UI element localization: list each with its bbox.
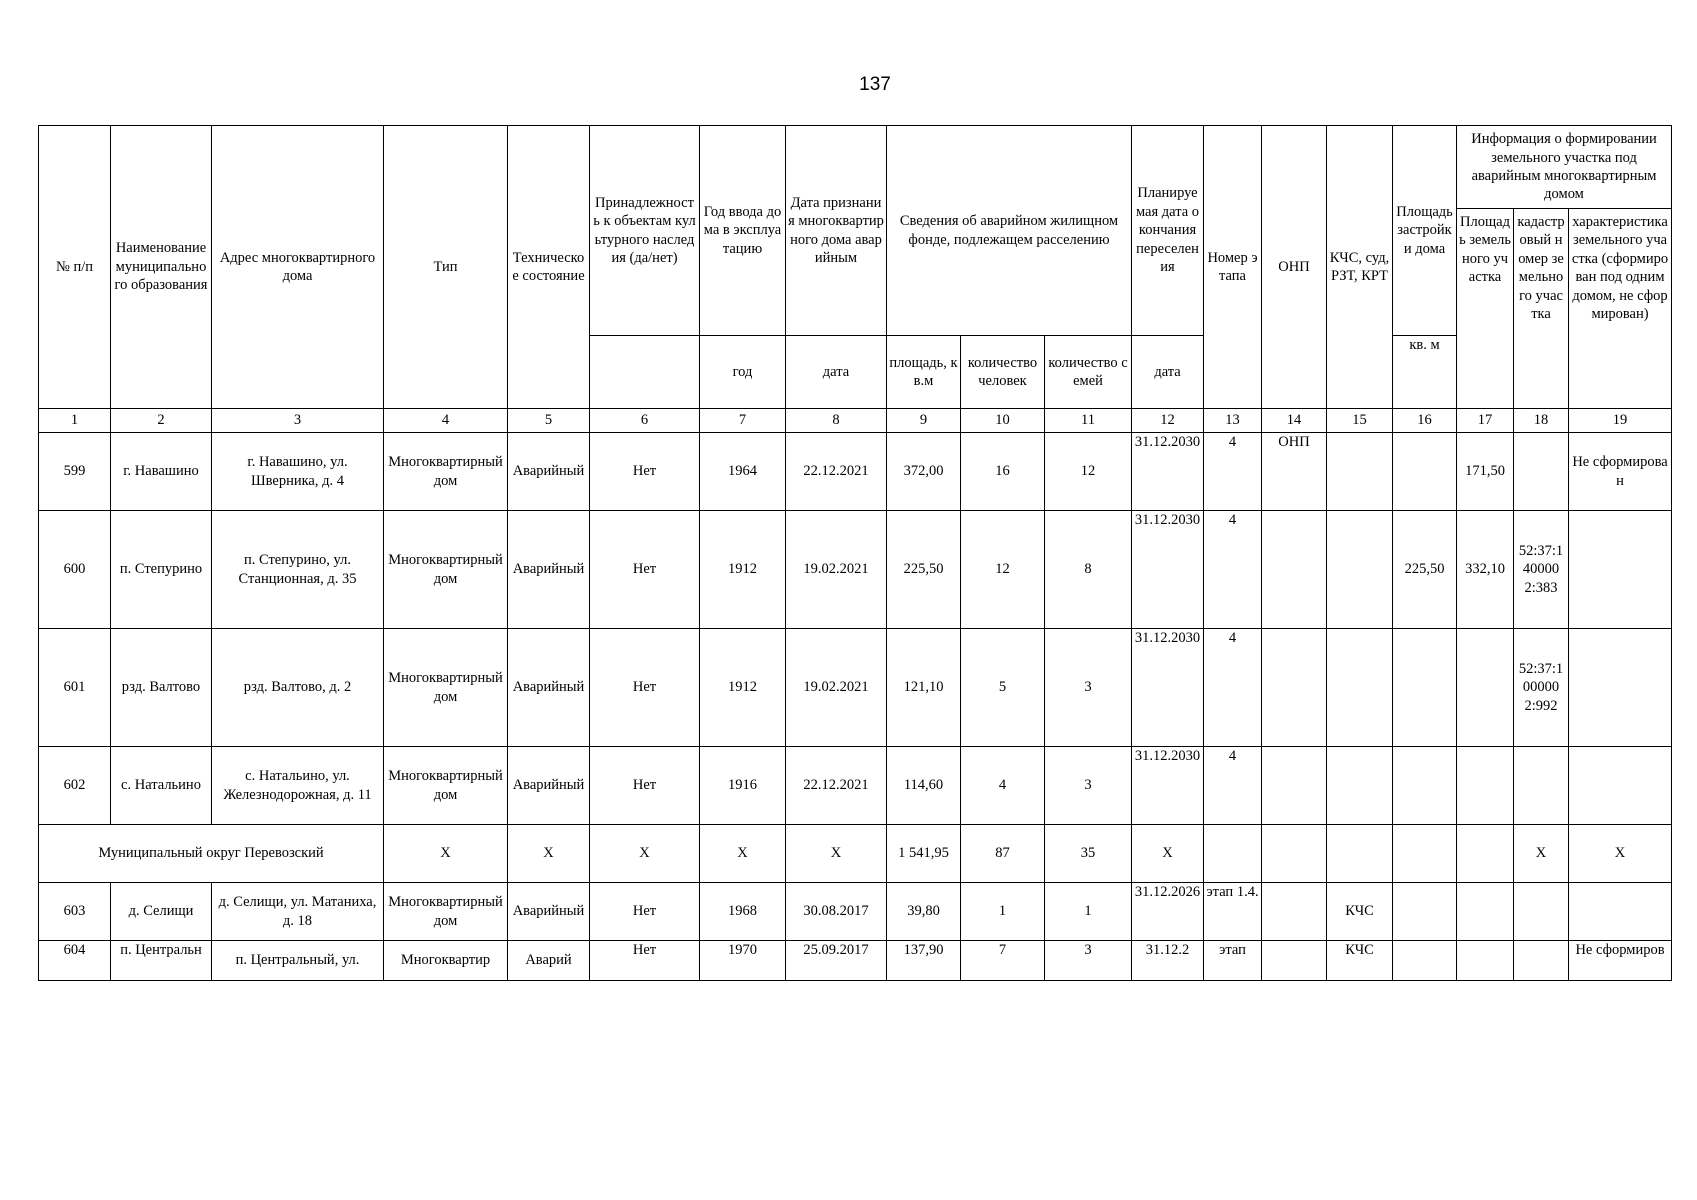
cell-year: 1968 xyxy=(700,883,786,941)
cell-address: п. Центральный, ул. xyxy=(212,941,384,981)
cell-municipality: с. Натальино xyxy=(111,747,212,825)
cell-land-area xyxy=(1457,883,1514,941)
cell-heritage: Нет xyxy=(590,629,700,747)
cell-state: Аварийный xyxy=(508,883,590,941)
cell-kchs xyxy=(1327,629,1393,747)
cell-type: Многоквартирный дом xyxy=(384,629,508,747)
cell-date: 30.08.2017 xyxy=(786,883,887,941)
cell-stage: 4 xyxy=(1204,433,1262,511)
cell-area: 121,10 xyxy=(887,629,961,747)
cell-cadastral xyxy=(1514,941,1569,981)
cell-land-area xyxy=(1457,747,1514,825)
subheader-area: площадь, кв.м xyxy=(887,336,961,409)
cell-state: Аварийный xyxy=(508,433,590,511)
cell-end-date: 31.12.2030 xyxy=(1132,433,1204,511)
column-number: 18 xyxy=(1514,409,1569,433)
column-number: 13 xyxy=(1204,409,1262,433)
subtotal-families: 35 xyxy=(1045,825,1132,883)
cell-municipality: д. Селищи xyxy=(111,883,212,941)
header-state: Техническое состояние xyxy=(508,126,590,409)
subheader-year: год xyxy=(700,336,786,409)
column-number: 14 xyxy=(1262,409,1327,433)
cell-state: Аварийный xyxy=(508,511,590,629)
header-emergency-date: Дата признания многоквартирного дома аварийным xyxy=(786,126,887,336)
subtotal-cell: X xyxy=(1514,825,1569,883)
cell-built-area xyxy=(1393,883,1457,941)
column-number: 4 xyxy=(384,409,508,433)
cell-num: 601 xyxy=(39,629,111,747)
subtotal-cell: X xyxy=(700,825,786,883)
cell-kchs xyxy=(1327,747,1393,825)
cell-year: 1916 xyxy=(700,747,786,825)
cell-heritage: Нет xyxy=(590,747,700,825)
subtotal-cell: X xyxy=(384,825,508,883)
cell-year: 1970 xyxy=(700,941,786,981)
cell-families: 3 xyxy=(1045,747,1132,825)
cell-date: 19.02.2021 xyxy=(786,629,887,747)
subheader-date: дата xyxy=(786,336,887,409)
subheader-built-area-unit: кв. м xyxy=(1393,336,1457,409)
cell-onp xyxy=(1262,511,1327,629)
column-number: 7 xyxy=(700,409,786,433)
subtotal-row xyxy=(39,825,1672,883)
cell-area: 114,60 xyxy=(887,747,961,825)
cell-state: Аварийный xyxy=(508,747,590,825)
column-number: 9 xyxy=(887,409,961,433)
cell-heritage: Нет xyxy=(590,511,700,629)
header-kchs: КЧС, суд, РЗТ, КРТ xyxy=(1327,126,1393,409)
cell-people: 5 xyxy=(961,629,1045,747)
cell-date: 22.12.2021 xyxy=(786,433,887,511)
subtotal-cell: X xyxy=(786,825,887,883)
cell-date: 22.12.2021 xyxy=(786,747,887,825)
cell-stage: 4 xyxy=(1204,747,1262,825)
header-land-characteristic: характеристика земельного участка (сформирован под одним домом, не сформирован) xyxy=(1569,209,1672,409)
column-number: 10 xyxy=(961,409,1045,433)
header-heritage: Принадлежность к объектам культурного наследия (да/нет) xyxy=(590,126,700,336)
cell-land-characteristic: Не сформирован xyxy=(1569,433,1672,511)
cell-built-area xyxy=(1393,433,1457,511)
cell-onp xyxy=(1262,941,1327,981)
cell-stage: 4 xyxy=(1204,629,1262,747)
cell-people: 12 xyxy=(961,511,1045,629)
cell-date: 25.09.2017 xyxy=(786,941,887,981)
cell-cadastral xyxy=(1514,433,1569,511)
cell-type: Многоквартирный дом xyxy=(384,883,508,941)
table-row xyxy=(39,629,1672,747)
table-row xyxy=(39,941,1672,981)
column-number: 3 xyxy=(212,409,384,433)
cell-built-area xyxy=(1393,747,1457,825)
cell-state: Аварий xyxy=(508,941,590,981)
column-number: 17 xyxy=(1457,409,1514,433)
cell-num: 604 xyxy=(39,941,111,981)
cell-type: Многоквартирный дом xyxy=(384,433,508,511)
page-number: 137 xyxy=(859,74,891,95)
header-fund-info: Сведения об аварийном жилищном фонде, подлежащем расселению xyxy=(887,126,1132,336)
cell-municipality: г. Навашино xyxy=(111,433,212,511)
column-number: 8 xyxy=(786,409,887,433)
cell-state: Аварийный xyxy=(508,629,590,747)
header-stage: Номер этапа xyxy=(1204,126,1262,409)
cell-cadastral xyxy=(1514,747,1569,825)
cell-land-area: 332,10 xyxy=(1457,511,1514,629)
cell-municipality: п. Степурино xyxy=(111,511,212,629)
table-row xyxy=(39,883,1672,941)
cell-onp xyxy=(1262,883,1327,941)
cell-land-area xyxy=(1457,941,1514,981)
cell-kchs: КЧС xyxy=(1327,941,1393,981)
cell-date: 19.02.2021 xyxy=(786,511,887,629)
cell-people: 1 xyxy=(961,883,1045,941)
cell-area: 372,00 xyxy=(887,433,961,511)
cell-municipality: рзд. Валтово xyxy=(111,629,212,747)
subtotal-cell xyxy=(1327,825,1393,883)
cell-people: 16 xyxy=(961,433,1045,511)
cell-built-area xyxy=(1393,941,1457,981)
cell-stage: этап xyxy=(1204,941,1262,981)
cell-year: 1912 xyxy=(700,511,786,629)
subtotal-cell: X xyxy=(590,825,700,883)
cell-land-characteristic xyxy=(1569,511,1672,629)
cell-land-area xyxy=(1457,629,1514,747)
cell-people: 7 xyxy=(961,941,1045,981)
cell-families: 12 xyxy=(1045,433,1132,511)
cell-end-date: 31.12.2030 xyxy=(1132,747,1204,825)
column-number: 16 xyxy=(1393,409,1457,433)
cell-stage: 4 xyxy=(1204,511,1262,629)
subtotal-cell xyxy=(1204,825,1262,883)
cell-cadastral xyxy=(1514,883,1569,941)
cell-area: 39,80 xyxy=(887,883,961,941)
cell-num: 599 xyxy=(39,433,111,511)
cell-heritage: Нет xyxy=(590,433,700,511)
header-planned-end: Планируемая дата окончания переселения xyxy=(1132,126,1204,336)
cell-heritage: Нет xyxy=(590,883,700,941)
header-address: Адрес многоквартирного дома xyxy=(212,126,384,409)
cell-address: рзд. Валтово, д. 2 xyxy=(212,629,384,747)
header-municipality: Наименование муниципального образования xyxy=(111,126,212,409)
table-row xyxy=(39,747,1672,825)
cell-land-characteristic xyxy=(1569,629,1672,747)
subtotal-area: 1 541,95 xyxy=(887,825,961,883)
cell-num: 600 xyxy=(39,511,111,629)
cell-type: Многоквартирный дом xyxy=(384,747,508,825)
column-number: 12 xyxy=(1132,409,1204,433)
cell-address: д. Селищи, ул. Матаниха, д. 18 xyxy=(212,883,384,941)
cell-cadastral: 52:37:140000 2:383 xyxy=(1514,511,1569,629)
cell-families: 8 xyxy=(1045,511,1132,629)
subtotal-cell: X xyxy=(1569,825,1672,883)
header-num: № п/п xyxy=(39,126,111,409)
cell-families: 3 xyxy=(1045,941,1132,981)
cell-stage: этап 1.4. xyxy=(1204,883,1262,941)
table-row xyxy=(39,433,1672,511)
column-number: 1 xyxy=(39,409,111,433)
cell-num: 603 xyxy=(39,883,111,941)
cell-municipality: п. Центральн xyxy=(111,941,212,981)
column-number: 11 xyxy=(1045,409,1132,433)
cell-land-characteristic xyxy=(1569,883,1672,941)
column-number: 5 xyxy=(508,409,590,433)
column-number: 6 xyxy=(590,409,700,433)
subtotal-cell: X xyxy=(1132,825,1204,883)
header-onp: ОНП xyxy=(1262,126,1327,409)
header-built-area: Площадь застройки дома xyxy=(1393,126,1457,336)
cell-type: Многоквартирный дом xyxy=(384,511,508,629)
header-year-in-use: Год ввода дома в эксплуатацию xyxy=(700,126,786,336)
subtotal-cell xyxy=(1457,825,1514,883)
subheader-people: количество человек xyxy=(961,336,1045,409)
cell-year: 1912 xyxy=(700,629,786,747)
header-land-info: Информация о формировании земельного участка под аварийным многоквартирным домом xyxy=(1457,126,1672,209)
cell-end-date: 31.12.2030 xyxy=(1132,511,1204,629)
cell-num: 602 xyxy=(39,747,111,825)
subheader-end-date: дата xyxy=(1132,336,1204,409)
cell-address: с. Натальино, ул. Железнодорожная, д. 11 xyxy=(212,747,384,825)
cell-onp xyxy=(1262,747,1327,825)
subtotal-cell: X xyxy=(508,825,590,883)
cell-type: Многоквартир xyxy=(384,941,508,981)
header-cadastral: кадастровый номер земельного участка xyxy=(1514,209,1569,409)
cell-people: 4 xyxy=(961,747,1045,825)
cell-built-area: 225,50 xyxy=(1393,511,1457,629)
cell-kchs xyxy=(1327,511,1393,629)
cell-address: г. Навашино, ул. Шверника, д. 4 xyxy=(212,433,384,511)
header-type: Тип xyxy=(384,126,508,409)
cell-end-date: 31.12.2026 xyxy=(1132,883,1204,941)
cell-end-date: 31.12.2030 xyxy=(1132,629,1204,747)
cell-onp xyxy=(1262,629,1327,747)
cell-kchs: КЧС xyxy=(1327,883,1393,941)
header-land-area: Площадь земельного участка xyxy=(1457,209,1514,409)
cell-built-area xyxy=(1393,629,1457,747)
subheader-families: количество семей xyxy=(1045,336,1132,409)
subtotal-cell xyxy=(1393,825,1457,883)
cell-land-characteristic xyxy=(1569,747,1672,825)
cell-land-area: 171,50 xyxy=(1457,433,1514,511)
cell-area: 137,90 xyxy=(887,941,961,981)
subtotal-people: 87 xyxy=(961,825,1045,883)
cell-end-date: 31.12.2 xyxy=(1132,941,1204,981)
cell-land-characteristic: Не сформиров xyxy=(1569,941,1672,981)
cell-onp: ОНП xyxy=(1262,433,1327,511)
column-number: 2 xyxy=(111,409,212,433)
emergency-housing-table xyxy=(38,125,1672,981)
cell-kchs xyxy=(1327,433,1393,511)
cell-heritage: Нет xyxy=(590,941,700,981)
column-number: 19 xyxy=(1569,409,1672,433)
cell-families: 3 xyxy=(1045,629,1132,747)
subheader-heritage xyxy=(590,336,700,409)
cell-families: 1 xyxy=(1045,883,1132,941)
cell-cadastral: 52:37:100000 2:992 xyxy=(1514,629,1569,747)
table-row xyxy=(39,511,1672,629)
subtotal-label: Муниципальный округ Перевозский xyxy=(39,825,384,883)
cell-address: п. Степурино, ул. Станционная, д. 35 xyxy=(212,511,384,629)
subtotal-cell xyxy=(1262,825,1327,883)
column-number: 15 xyxy=(1327,409,1393,433)
cell-area: 225,50 xyxy=(887,511,961,629)
cell-year: 1964 xyxy=(700,433,786,511)
